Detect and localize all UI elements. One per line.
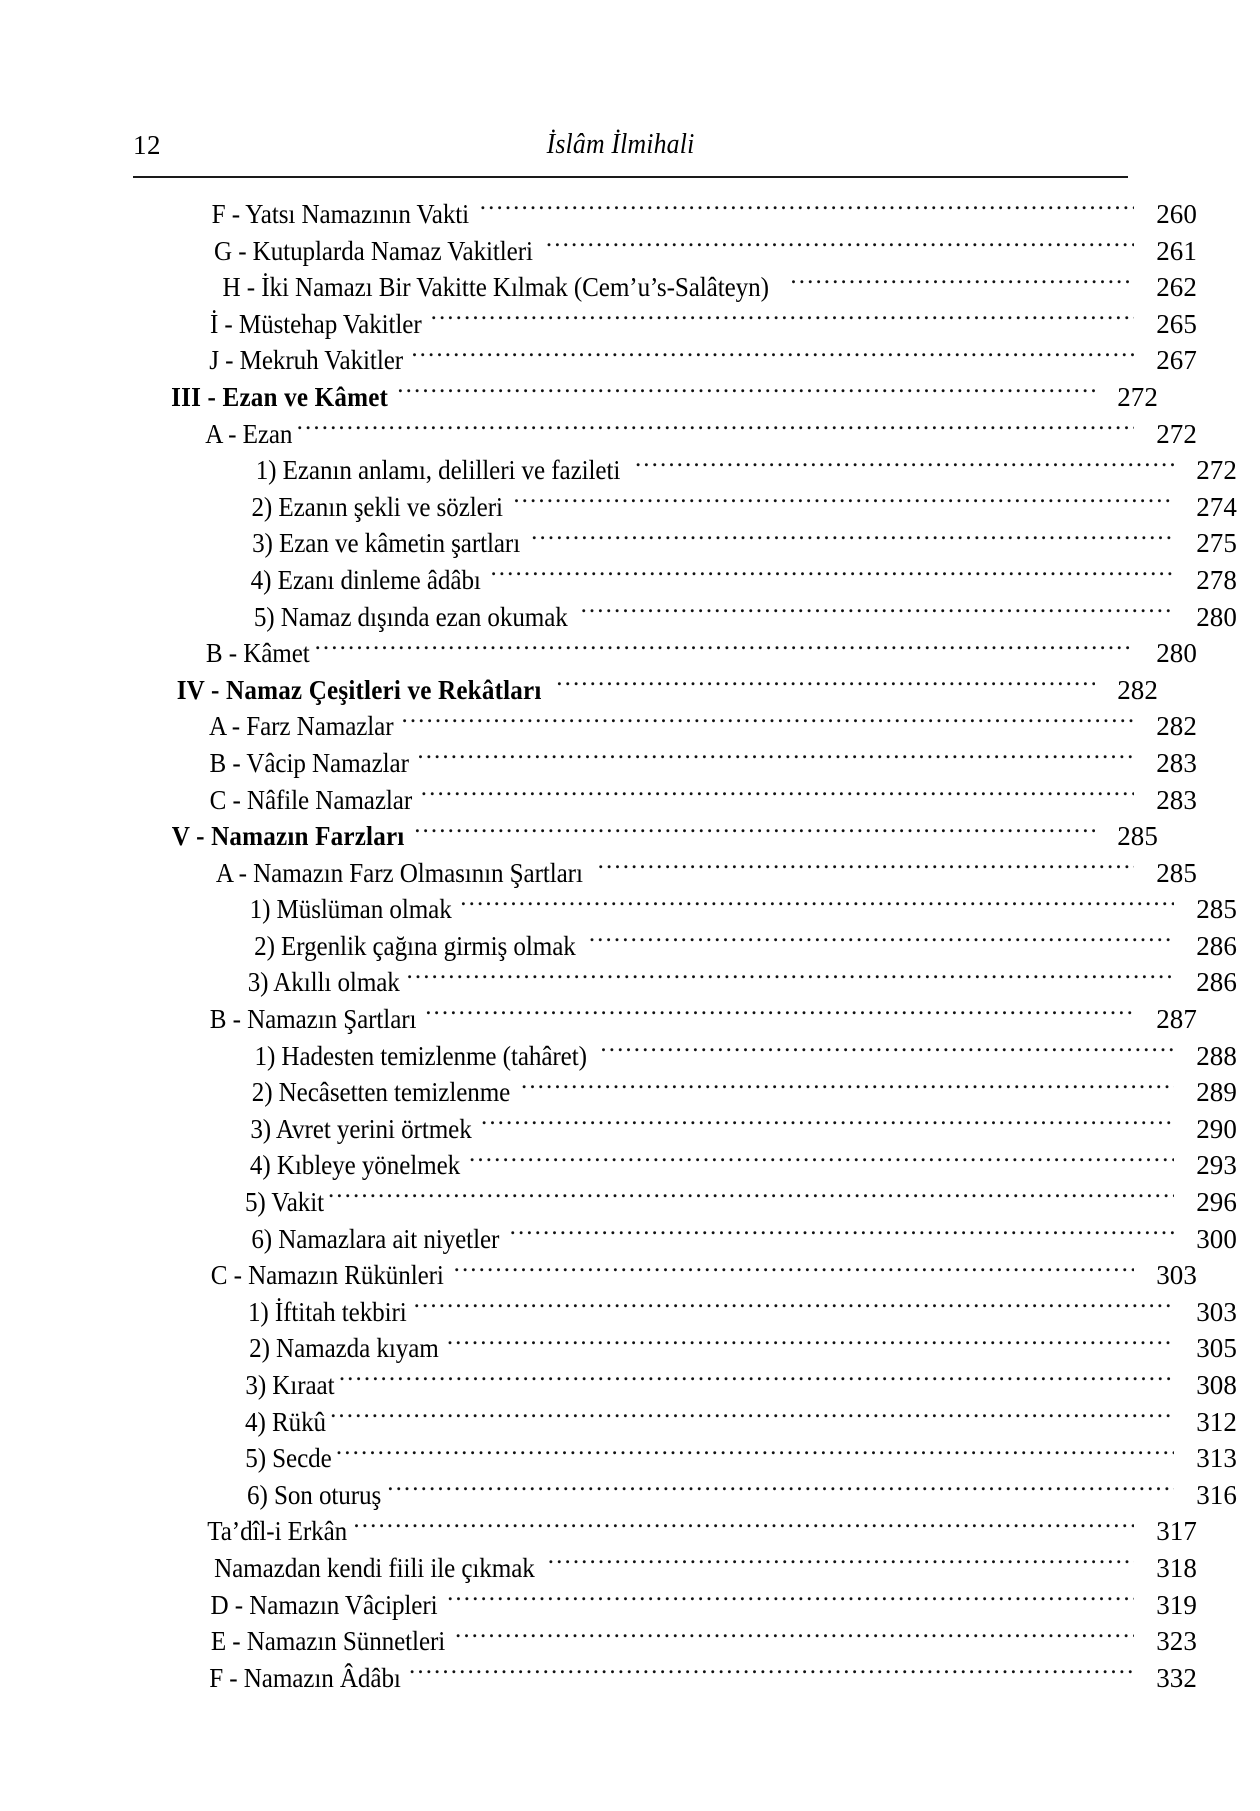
- toc-leader-dots: [328, 1184, 1174, 1211]
- toc-leader-dots: [581, 599, 1174, 626]
- toc-entry[interactable]: [133, 1404, 1237, 1441]
- toc-entry-label: 2) Ezanın şekli ve sözleri: [251, 491, 503, 522]
- toc-entry-page-number: 274: [1196, 491, 1237, 522]
- toc-leader-dots: [315, 635, 1134, 662]
- toc-leader-dots: [455, 1623, 1134, 1650]
- toc-leader-dots: [469, 1147, 1174, 1174]
- toc-entry-label: F - Yatsı Namazının Vakti: [211, 199, 470, 229]
- toc-entry[interactable]: [133, 1111, 1237, 1148]
- toc-entry-label: F - Namazın Âdâbı: [209, 1662, 401, 1693]
- toc-entry-label: 3) Avret yerini örtmek: [250, 1113, 472, 1144]
- toc-entry[interactable]: [133, 1440, 1237, 1477]
- toc-entry-page-number: 293: [1196, 1150, 1237, 1181]
- toc-entry[interactable]: [133, 891, 1237, 928]
- toc-leader-dots: [490, 562, 1174, 589]
- toc-entry[interactable]: [133, 635, 1197, 672]
- toc-leader-dots: [521, 1074, 1174, 1101]
- toc-leader-dots: [387, 1477, 1174, 1504]
- toc-entry-label: 6) Son oturuş: [247, 1479, 382, 1510]
- page-header: [133, 128, 1128, 170]
- toc-entry[interactable]: [133, 1330, 1237, 1367]
- toc-entry-page-number: 300: [1196, 1223, 1237, 1254]
- toc-leader-dots: [531, 525, 1174, 552]
- toc-entry-label: 2) Namazda kıyam: [249, 1333, 439, 1364]
- toc-entry[interactable]: [133, 599, 1237, 636]
- toc-entry-label: 6) Namazlara ait niyetler: [251, 1223, 500, 1254]
- table-of-contents: [133, 196, 1237, 1696]
- toc-entry-page-number: 272: [1156, 418, 1197, 449]
- toc-entry-page-number: 280: [1156, 638, 1197, 669]
- toc-entry-page-number: 303: [1196, 1296, 1237, 1327]
- toc-entry-label: C - Nâfile Namazlar: [209, 784, 413, 815]
- toc-leader-dots: [546, 233, 1134, 260]
- toc-leader-dots: [635, 452, 1174, 479]
- toc-entry[interactable]: [133, 452, 1237, 489]
- toc-entry-page-number: 312: [1196, 1406, 1237, 1437]
- toc-leader-dots: [414, 1294, 1174, 1321]
- toc-entry-label: 1) Ezanın anlamı, delilleri ve fazileti: [255, 455, 621, 486]
- toc-entry-page-number: 288: [1196, 1040, 1237, 1071]
- toc-entry-label: A - Namazın Farz Olmasının Şartları: [215, 857, 583, 888]
- toc-entry[interactable]: [133, 1477, 1237, 1514]
- toc-entry[interactable]: [133, 489, 1237, 526]
- toc-entry[interactable]: [133, 745, 1197, 782]
- toc-leader-dots: [417, 745, 1134, 772]
- toc-entry-label: B - Namazın Şartları: [209, 1004, 417, 1035]
- toc-entry-label: 1) İftitah tekbiri: [247, 1296, 407, 1327]
- toc-entry-label: A - Ezan: [205, 418, 293, 449]
- toc-leader-dots: [330, 1404, 1174, 1431]
- toc-entry-label: 2) Necâsetten temizlenme: [251, 1077, 511, 1108]
- toc-entry-label: 4) Ezanı dinleme âdâbı: [250, 564, 481, 595]
- toc-entry-label: 5) Vakit: [244, 1187, 324, 1218]
- toc-entry-page-number: 313: [1196, 1443, 1237, 1474]
- toc-entry-page-number: 285: [1117, 821, 1158, 852]
- toc-leader-dots: [510, 1221, 1174, 1248]
- toc-leader-dots: [513, 489, 1174, 516]
- toc-leader-dots: [600, 1038, 1174, 1065]
- toc-entry-label: J - Mekruh Vakitler: [209, 345, 404, 376]
- toc-entry-page-number: 286: [1196, 930, 1237, 961]
- toc-entry-page-number: 308: [1196, 1370, 1237, 1400]
- toc-leader-dots: [460, 891, 1174, 918]
- toc-entry[interactable]: [133, 964, 1237, 1001]
- toc-entry[interactable]: [133, 269, 1197, 306]
- toc-entry[interactable]: [133, 1257, 1197, 1294]
- toc-entry-label: E - Namazın Sünnetleri: [210, 1626, 446, 1657]
- toc-entry-label: IV - Namaz Çeşitleri ve Rekâtları: [176, 674, 542, 705]
- toc-entry-label: 3) Akıllı olmak: [247, 967, 400, 998]
- toc-entry-page-number: 285: [1196, 894, 1237, 925]
- toc-entry-label: İ - Müstehap Vakitler: [209, 308, 422, 339]
- toc-leader-dots: [414, 818, 1095, 845]
- toc-entry-label: C - Namazın Rükünleri: [210, 1260, 444, 1291]
- toc-entry-page-number: 318: [1156, 1552, 1197, 1583]
- toc-entry[interactable]: [133, 306, 1197, 343]
- toc-entry-page-number: 290: [1196, 1113, 1237, 1144]
- toc-leader-dots: [297, 416, 1134, 443]
- toc-entry-page-number: 267: [1156, 345, 1197, 376]
- toc-entry-label: G - Kutuplarda Namaz Vakitleri: [214, 235, 533, 266]
- toc-entry-label: B - Vâcip Namazlar: [209, 747, 409, 778]
- toc-entry[interactable]: [133, 416, 1197, 453]
- toc-entry-page-number: 289: [1196, 1077, 1237, 1108]
- toc-entry[interactable]: [133, 1221, 1237, 1258]
- toc-leader-dots: [556, 672, 1095, 699]
- toc-entry-label: D - Namazın Vâcipleri: [210, 1589, 438, 1620]
- toc-entry[interactable]: [133, 1623, 1197, 1660]
- toc-entry[interactable]: [133, 525, 1237, 562]
- toc-entry-page-number: 280: [1196, 601, 1237, 632]
- toc-leader-dots: [339, 1367, 1174, 1394]
- toc-entry-page-number: 282: [1156, 711, 1197, 742]
- toc-entry-page-number: 275: [1196, 528, 1237, 559]
- toc-leader-dots: [790, 269, 1134, 296]
- toc-entry[interactable]: [133, 1660, 1197, 1697]
- toc-leader-dots: [409, 1660, 1134, 1687]
- toc-entry[interactable]: [133, 342, 1197, 379]
- page-number-folio: 12: [133, 130, 161, 160]
- toc-entry[interactable]: [133, 1587, 1197, 1624]
- toc-entry[interactable]: [133, 672, 1158, 709]
- toc-entry[interactable]: [133, 1367, 1237, 1404]
- toc-leader-dots: [454, 1257, 1134, 1284]
- toc-leader-dots: [421, 782, 1134, 809]
- toc-entry-page-number: 296: [1196, 1187, 1237, 1218]
- toc-entry-page-number: 286: [1196, 967, 1237, 998]
- toc-entry[interactable]: [133, 1513, 1197, 1550]
- toc-entry-page-number: 283: [1156, 784, 1197, 815]
- toc-leader-dots: [401, 708, 1134, 735]
- toc-entry-label: H - İki Namazı Bir Vakitte Kılmak (Cem’u’s-Salâteyn): [222, 272, 769, 303]
- toc-entry-page-number: 323: [1156, 1626, 1197, 1657]
- toc-leader-dots: [589, 928, 1174, 955]
- toc-entry-page-number: 316: [1196, 1479, 1237, 1510]
- toc-entry[interactable]: [133, 379, 1158, 416]
- toc-entry-page-number: 283: [1156, 747, 1197, 778]
- toc-leader-dots: [481, 1111, 1174, 1138]
- toc-leader-dots: [598, 855, 1134, 882]
- toc-entry-page-number: 285: [1156, 857, 1197, 888]
- toc-entry[interactable]: [133, 855, 1197, 892]
- toc-entry[interactable]: [133, 782, 1197, 819]
- toc-entry[interactable]: [133, 1184, 1237, 1221]
- toc-entry[interactable]: [133, 1001, 1197, 1038]
- toc-entry-page-number: 260: [1156, 199, 1197, 229]
- toc-entry-label: 1) Hadesten temizlenme (tahâret): [254, 1040, 587, 1071]
- toc-entry-page-number: 261: [1156, 235, 1197, 266]
- toc-entry-label: Namazdan kendi fiili ile çıkmak: [214, 1552, 535, 1583]
- toc-entry-page-number: 305: [1196, 1333, 1237, 1364]
- toc-entry-label: B - Kâmet: [205, 638, 310, 669]
- toc-entry-page-number: 272: [1117, 381, 1158, 412]
- toc-entry[interactable]: [133, 818, 1158, 855]
- toc-entry-page-number: 303: [1156, 1260, 1197, 1291]
- toc-leader-dots: [336, 1440, 1174, 1467]
- toc-entry[interactable]: [133, 708, 1197, 745]
- toc-entry[interactable]: [133, 233, 1197, 270]
- toc-leader-dots: [425, 1001, 1134, 1028]
- toc-leader-dots: [480, 196, 1134, 223]
- toc-entry[interactable]: [133, 1147, 1237, 1184]
- toc-entry-label: 3) Ezan ve kâmetin şartları: [252, 528, 521, 559]
- toc-entry-page-number: 265: [1156, 308, 1197, 339]
- toc-leader-dots: [411, 342, 1134, 369]
- toc-entry[interactable]: [133, 1294, 1237, 1331]
- toc-entry-label: 5) Namaz dışında ezan okumak: [253, 601, 568, 632]
- header-divider-rule: [133, 176, 1128, 178]
- toc-leader-dots: [447, 1587, 1134, 1614]
- toc-entry-label: 4) Rükû: [245, 1406, 327, 1437]
- toc-entry-label: 4) Kıbleye yönelmek: [249, 1150, 461, 1181]
- toc-leader-dots: [407, 964, 1175, 991]
- toc-leader-dots: [447, 1330, 1174, 1357]
- toc-leader-dots: [548, 1550, 1134, 1577]
- toc-leader-dots: [353, 1513, 1134, 1540]
- toc-entry[interactable]: [133, 928, 1237, 965]
- toc-entry[interactable]: [133, 196, 1197, 233]
- toc-entry-label: A - Farz Namazlar: [208, 711, 394, 742]
- toc-entry-page-number: 287: [1156, 1004, 1197, 1035]
- toc-leader-dots: [397, 379, 1095, 406]
- toc-entry-label: 5) Secde: [245, 1443, 332, 1474]
- toc-entry-label: 1) Müslüman olmak: [249, 894, 452, 925]
- toc-entry-label: V - Namazın Farzları: [171, 821, 405, 852]
- toc-leader-dots: [431, 306, 1134, 333]
- toc-entry-label: III - Ezan ve Kâmet: [171, 381, 389, 412]
- running-title: İslâm İlmihali: [546, 129, 695, 160]
- toc-entry-label: 3) Kıraat: [245, 1370, 335, 1400]
- toc-entry-page-number: 278: [1196, 564, 1237, 595]
- toc-entry-page-number: 262: [1156, 272, 1197, 303]
- toc-entry-label: 2) Ergenlik çağına girmiş olmak: [254, 930, 576, 961]
- toc-entry-page-number: 317: [1156, 1516, 1197, 1547]
- toc-entry-page-number: 319: [1156, 1589, 1197, 1620]
- toc-entry[interactable]: [133, 1074, 1237, 1111]
- toc-entry-page-number: 282: [1117, 674, 1158, 705]
- toc-entry-page-number: 272: [1196, 455, 1237, 486]
- toc-entry[interactable]: [133, 1038, 1237, 1075]
- toc-entry-page-number: 332: [1156, 1662, 1197, 1693]
- toc-entry[interactable]: [133, 562, 1237, 599]
- toc-entry-label: Ta’dîl-i Erkân: [207, 1516, 348, 1547]
- toc-entry[interactable]: [133, 1550, 1197, 1587]
